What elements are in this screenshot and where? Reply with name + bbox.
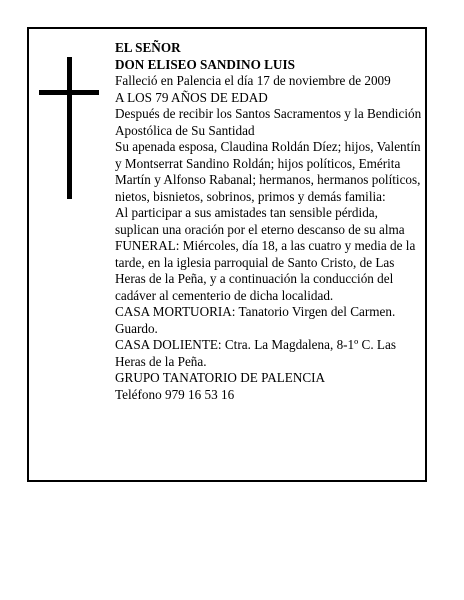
contact-phone: Teléfono 979 16 53 16: [115, 386, 235, 402]
funeral-company: GRUPO TANATORIO DE PALENCIA: [115, 370, 326, 385]
cross-vertical-bar: [67, 57, 72, 199]
sacraments-statement: Después de recibir los Santos Sacramentos y la Bendición Apostólica de Su Santidad: [115, 106, 422, 138]
cross-icon: [39, 57, 99, 199]
mortuary-address: CASA MORTUORIA: Tanatorio Virgen del Carmen. Guardo.: [115, 304, 396, 336]
death-statement: Falleció en Palencia el día 17 de noviembre de 2009: [115, 73, 391, 88]
grieving-home-address: CASA DOLIENTE: Ctra. La Magdalena, 8-1º C. Las Heras de la Peña.: [115, 337, 396, 369]
deceased-title: EL SEÑOR: [115, 40, 181, 55]
family-statement: Su apenada esposa, Claudina Roldán Díez; hijos, Valentín y Montserrat Sandino Roldán; hijos políticos, Emérita Martín y Alfonso Rabanal; hermanos, hermanos políticos, nietos, bisnietos, sobrinos, primos y demás familia:: [115, 139, 421, 204]
funeral-details: FUNERAL: Miércoles, día 18, a las cuatro y media de la tarde, en la iglesia parroquial de Santo Cristo, de Las Heras de la Peña, y a continuación la conducción del cadáver al cementerio de dicha localidad.: [115, 238, 416, 303]
obituary-notice: [27, 27, 427, 482]
prayer-request: Al participar a sus amistades tan sensible pérdida, suplican una oración por el eterno descanso de su alma: [115, 205, 405, 237]
notice-text: [115, 40, 423, 403]
cross-horizontal-bar: [39, 90, 99, 95]
age-statement: A LOS 79 AÑOS DE EDAD: [115, 89, 268, 105]
deceased-name: DON ELISEO SANDINO LUIS: [115, 56, 295, 72]
